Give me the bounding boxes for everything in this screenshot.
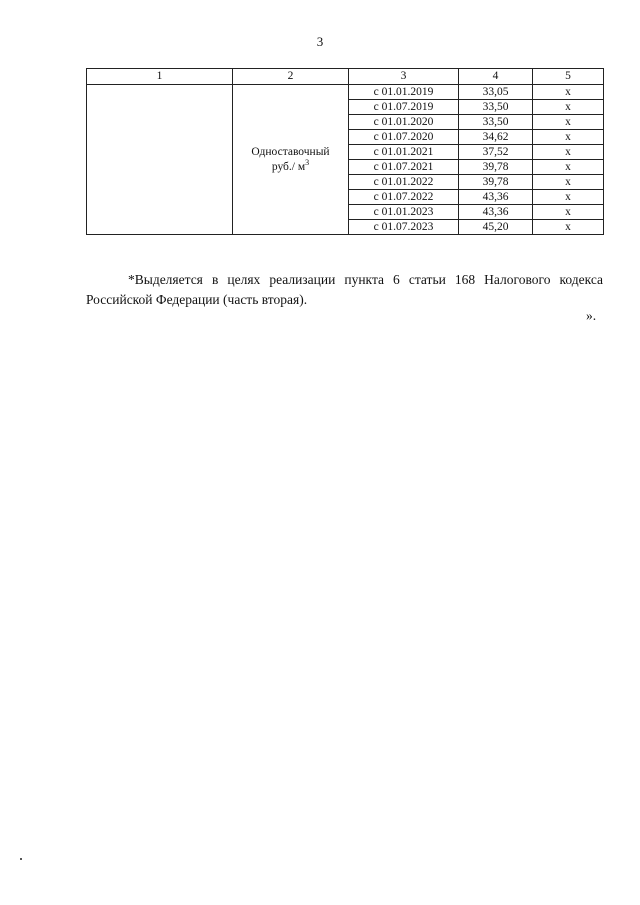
value-cell: 39,78 xyxy=(459,175,533,190)
col5-cell: x xyxy=(533,220,604,235)
col5-cell: x xyxy=(533,190,604,205)
value-cell: 43,36 xyxy=(459,190,533,205)
period-cell: с 01.07.2019 xyxy=(349,100,459,115)
period-cell: с 01.01.2021 xyxy=(349,145,459,160)
unit-superscript: 3 xyxy=(305,157,310,167)
table-row xyxy=(87,85,604,100)
col5-cell: x xyxy=(533,115,604,130)
value-cell: 33,50 xyxy=(459,115,533,130)
column-header-5: 5 xyxy=(533,69,604,85)
column-header-2: 2 xyxy=(233,69,349,85)
period-cell: с 01.07.2020 xyxy=(349,130,459,145)
period-cell: с 01.01.2023 xyxy=(349,205,459,220)
tariff-table xyxy=(86,68,604,235)
value-cell: 33,50 xyxy=(459,100,533,115)
period-cell: с 01.01.2022 xyxy=(349,175,459,190)
value-cell: 33,05 xyxy=(459,85,533,100)
closing-quote-mark: ». xyxy=(586,308,597,323)
page-number: 3 xyxy=(316,34,324,49)
unit-label xyxy=(233,157,348,175)
value-cell: 43,36 xyxy=(459,205,533,220)
merged-cell-col1 xyxy=(87,85,233,235)
column-header-3: 3 xyxy=(349,69,459,85)
value-cell: 45,20 xyxy=(459,220,533,235)
period-cell: с 01.07.2022 xyxy=(349,190,459,205)
period-cell: с 01.01.2019 xyxy=(349,85,459,100)
unit-text: руб./ м xyxy=(271,160,306,173)
tariff-type-label: Одноставочный xyxy=(251,145,330,158)
col5-cell: x xyxy=(533,145,604,160)
column-header-1: 1 xyxy=(87,69,233,85)
col5-cell: x xyxy=(533,130,604,145)
period-cell: с 01.07.2023 xyxy=(349,220,459,235)
scan-speck xyxy=(20,858,22,860)
col5-cell: x xyxy=(533,100,604,115)
value-cell: 39,78 xyxy=(459,160,533,175)
value-cell: 37,52 xyxy=(459,145,533,160)
period-cell: с 01.07.2021 xyxy=(349,160,459,175)
column-header-4: 4 xyxy=(459,69,533,85)
col5-cell: x xyxy=(533,205,604,220)
col5-cell: x xyxy=(533,175,604,190)
value-cell: 34,62 xyxy=(459,130,533,145)
table-header-row xyxy=(87,69,604,85)
footnote-text: *Выделяется в целях реализации пункта 6 статьи 168 Налогового кодекса Российской Федерации (часть вторая). xyxy=(86,272,603,307)
period-cell: с 01.01.2020 xyxy=(349,115,459,130)
col5-cell: x xyxy=(533,85,604,100)
tariff-type-cell xyxy=(233,85,349,235)
col5-cell: x xyxy=(533,160,604,175)
